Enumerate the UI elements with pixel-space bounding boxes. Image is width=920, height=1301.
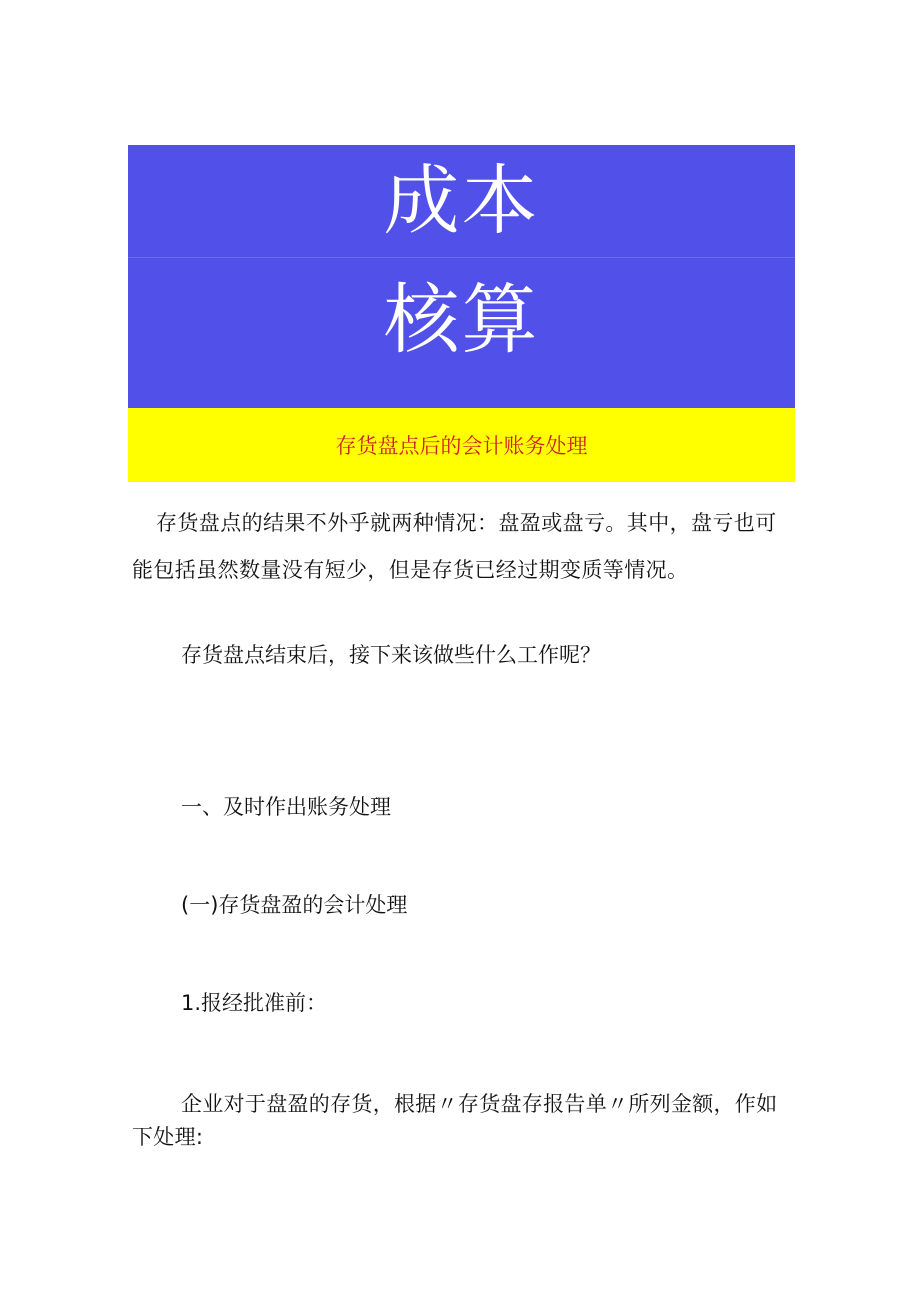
- banner-title-block-top: [128, 145, 795, 257]
- section-heading-2: (一)存货盘盈的会计处理: [181, 893, 408, 917]
- banner-subtitle: 存货盘点后的会计账务处理: [335, 434, 588, 458]
- body-paragraph: 企业对于盘盈的存货，根据〃存货盘存报告单〃所列金额，作如下处理:: [132, 1092, 778, 1149]
- banner-subtitle-bar: [128, 408, 795, 482]
- intro-paragraph: 存货盘点的结果不外乎就两种情况：盘盈或盘亏。其中，盘亏也可能包括虽然数量没有短少，但是存货已经过期变质等情况。: [132, 511, 777, 582]
- banner-title-line1: 成本: [383, 156, 540, 245]
- section-heading-3: 1.报经批准前：: [181, 991, 328, 1015]
- banner-title-block-bottom: [128, 257, 795, 408]
- section-heading-1: 一、及时作出账务处理: [181, 795, 391, 819]
- question-paragraph: 存货盘点结束后，接下来该做些什么工作呢？: [181, 643, 601, 667]
- banner-title-line2: 核算: [383, 275, 540, 364]
